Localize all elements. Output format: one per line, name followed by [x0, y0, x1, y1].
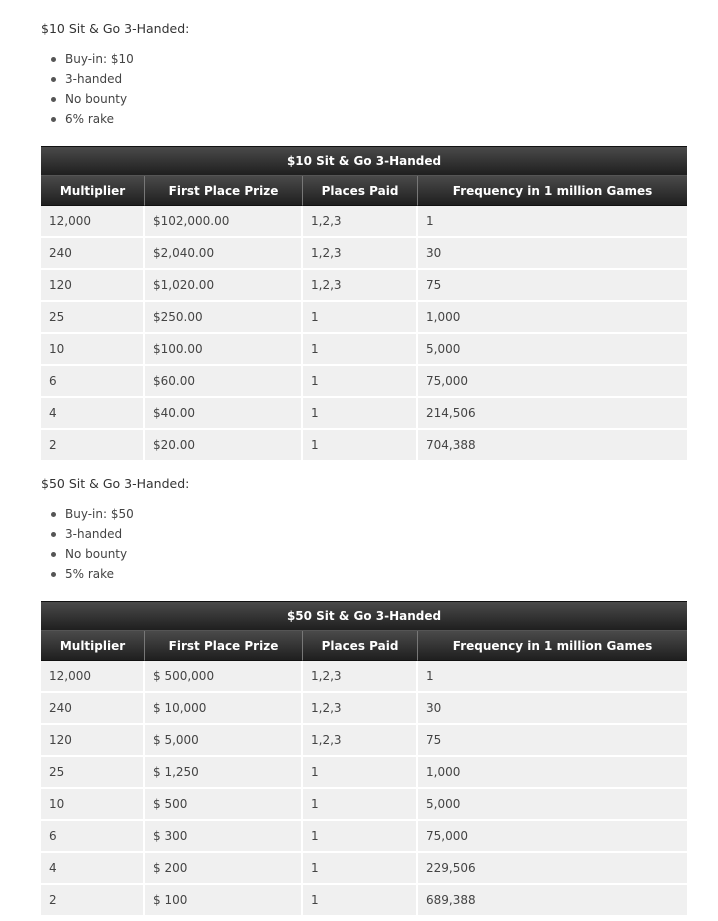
column-header-places-paid: Places Paid: [303, 631, 418, 661]
cell-places: 1: [303, 821, 418, 853]
cell-multiplier: 4: [41, 398, 145, 430]
cell-places: 1: [303, 430, 418, 462]
cell-frequency: 30: [418, 693, 687, 725]
table-row: [41, 661, 687, 693]
table-row: [41, 885, 687, 917]
cell-multiplier: 120: [41, 725, 145, 757]
table-row: [41, 789, 687, 821]
table-row: [41, 302, 687, 334]
column-header-first-place-prize: First Place Prize: [145, 631, 303, 661]
cell-multiplier: 25: [41, 757, 145, 789]
table-row: [41, 366, 687, 398]
cell-prize: $102,000.00: [145, 206, 303, 238]
cell-multiplier: 2: [41, 885, 145, 917]
list-item: 5% rake: [41, 564, 134, 584]
list-item: 3-handed: [41, 69, 134, 89]
cell-multiplier: 12,000: [41, 206, 145, 238]
cell-places: 1,2,3: [303, 661, 418, 693]
section-title: $50 Sit & Go 3-Handed:: [41, 476, 190, 491]
cell-multiplier: 10: [41, 334, 145, 366]
column-header-multiplier: Multiplier: [41, 176, 145, 206]
table-caption: $10 Sit & Go 3-Handed: [41, 146, 687, 176]
cell-multiplier: 240: [41, 693, 145, 725]
cell-multiplier: 10: [41, 789, 145, 821]
list-item: 3-handed: [41, 524, 134, 544]
cell-prize: $ 100: [145, 885, 303, 917]
table-row: [41, 334, 687, 366]
cell-frequency: 229,506: [418, 853, 687, 885]
cell-prize: $20.00: [145, 430, 303, 462]
cell-frequency: 30: [418, 238, 687, 270]
cell-prize: $2,040.00: [145, 238, 303, 270]
cell-prize: $ 10,000: [145, 693, 303, 725]
cell-multiplier: 240: [41, 238, 145, 270]
cell-multiplier: 2: [41, 430, 145, 462]
list-item: 6% rake: [41, 109, 134, 129]
column-header-first-place-prize: First Place Prize: [145, 176, 303, 206]
cell-places: 1: [303, 757, 418, 789]
cell-prize: $ 500: [145, 789, 303, 821]
table-row: [41, 238, 687, 270]
cell-prize: $ 5,000: [145, 725, 303, 757]
cell-frequency: 1,000: [418, 757, 687, 789]
cell-frequency: 75: [418, 725, 687, 757]
cell-multiplier: 4: [41, 853, 145, 885]
cell-prize: $250.00: [145, 302, 303, 334]
cell-frequency: 704,388: [418, 430, 687, 462]
cell-multiplier: 6: [41, 821, 145, 853]
cell-prize: $100.00: [145, 334, 303, 366]
column-header-places-paid: Places Paid: [303, 176, 418, 206]
cell-multiplier: 120: [41, 270, 145, 302]
cell-frequency: 75: [418, 270, 687, 302]
cell-prize: $ 1,250: [145, 757, 303, 789]
column-header-frequency: Frequency in 1 million Games: [418, 176, 687, 206]
table-row: [41, 430, 687, 462]
cell-frequency: 5,000: [418, 789, 687, 821]
cell-places: 1: [303, 853, 418, 885]
list-item: Buy-in: $10: [41, 49, 134, 69]
cell-places: 1,2,3: [303, 206, 418, 238]
column-header-multiplier: Multiplier: [41, 631, 145, 661]
cell-prize: $ 200: [145, 853, 303, 885]
cell-places: 1,2,3: [303, 693, 418, 725]
cell-frequency: 1: [418, 661, 687, 693]
cell-multiplier: 12,000: [41, 661, 145, 693]
cell-multiplier: 6: [41, 366, 145, 398]
cell-frequency: 214,506: [418, 398, 687, 430]
cell-frequency: 75,000: [418, 821, 687, 853]
list-item: No bounty: [41, 544, 134, 564]
cell-prize: $40.00: [145, 398, 303, 430]
section-title: $10 Sit & Go 3-Handed:: [41, 21, 190, 36]
cell-places: 1: [303, 366, 418, 398]
cell-places: 1,2,3: [303, 238, 418, 270]
cell-multiplier: 25: [41, 302, 145, 334]
table-row: [41, 821, 687, 853]
cell-prize: $ 300: [145, 821, 303, 853]
cell-places: 1,2,3: [303, 270, 418, 302]
cell-frequency: 1,000: [418, 302, 687, 334]
table-row: [41, 725, 687, 757]
table-row: [41, 398, 687, 430]
table-row: [41, 206, 687, 238]
table-row: [41, 757, 687, 789]
info-list: [41, 504, 134, 584]
info-list: [41, 49, 134, 129]
list-item: No bounty: [41, 89, 134, 109]
cell-frequency: 689,388: [418, 885, 687, 917]
table-row: [41, 693, 687, 725]
cell-frequency: 75,000: [418, 366, 687, 398]
cell-prize: $1,020.00: [145, 270, 303, 302]
cell-places: 1: [303, 302, 418, 334]
cell-places: 1: [303, 398, 418, 430]
cell-places: 1,2,3: [303, 725, 418, 757]
column-header-frequency: Frequency in 1 million Games: [418, 631, 687, 661]
cell-prize: $60.00: [145, 366, 303, 398]
cell-places: 1: [303, 789, 418, 821]
table-caption: $50 Sit & Go 3-Handed: [41, 601, 687, 631]
cell-frequency: 1: [418, 206, 687, 238]
cell-places: 1: [303, 334, 418, 366]
list-item: Buy-in: $50: [41, 504, 134, 524]
table-row: [41, 853, 687, 885]
table-row: [41, 270, 687, 302]
cell-places: 1: [303, 885, 418, 917]
cell-frequency: 5,000: [418, 334, 687, 366]
prize-table: [41, 601, 687, 917]
cell-prize: $ 500,000: [145, 661, 303, 693]
prize-table: [41, 146, 687, 462]
